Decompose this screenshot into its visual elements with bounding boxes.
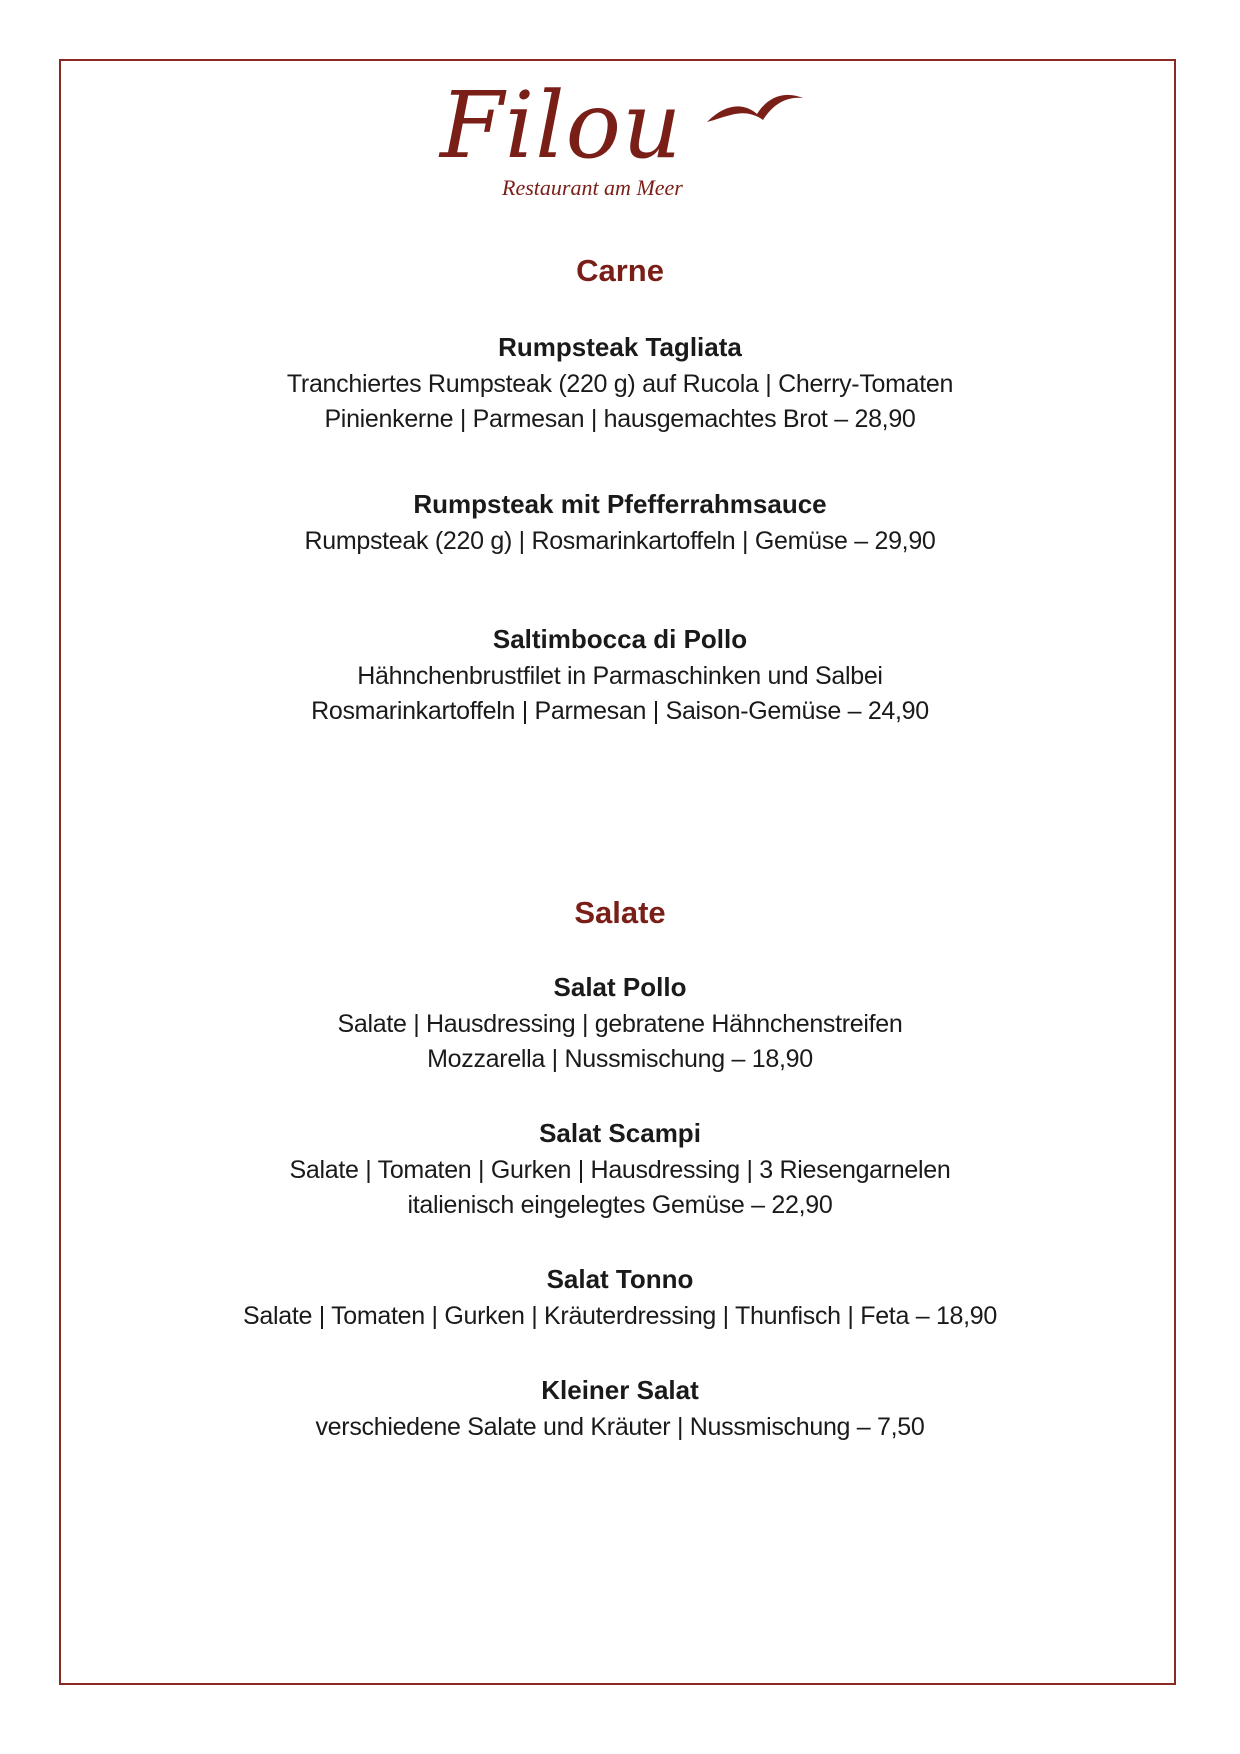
dish-description: verschiedene Salate und Kräuter | Nussmischung – 7,50 [315,1413,925,1441]
dish-name: Rumpsteak Tagliata [498,332,742,362]
menu-item [0,484,1240,559]
dish-description: Mozzarella | Nussmischung – 18,90 [427,1045,813,1073]
menu-item [0,327,1240,437]
dish-description: Tranchiertes Rumpsteak (220 g) auf Rucola | Cherry-Tomaten [286,370,954,398]
dish-name: Rumpsteak mit Pfefferrahmsauce [413,489,827,519]
logo-tagline: Restaurant am Meer [502,175,683,200]
dish-name: Salat Tonno [546,1264,694,1294]
dish-description: Hähnchenbrustfilet in Parmaschinken und Salbei [357,662,883,690]
dish-name: Kleiner Salat [541,1375,699,1405]
dish-description: Salate | Tomaten | Gurken | Hausdressing | 3 Riesengarnelen [289,1156,951,1184]
dish-name: Saltimbocca di Pollo [492,624,748,654]
menu-item [0,1113,1240,1223]
dish-name: Salat Scampi [539,1118,701,1148]
dish-description: Salate | Hausdressing | gebratene Hähnchenstreifen [337,1010,903,1038]
section-title-carne: Carne [576,253,664,288]
menu-item [0,967,1240,1077]
menu-item [0,619,1240,729]
logo-wordmark: Filou [440,72,683,179]
dish-description: Salate | Tomaten | Gurken | Kräuterdressing | Thunfisch | Feta – 18,90 [242,1302,998,1330]
menu-item [0,1259,1240,1334]
dish-description: Pinienkerne | Parmesan | hausgemachtes Brot – 28,90 [324,405,916,433]
section-title-salate: Salate [574,895,666,930]
dish-description: italienisch eingelegtes Gemüse – 22,90 [407,1191,833,1219]
seagull-icon [705,84,805,144]
menu-item [0,1370,1240,1445]
dish-description: Rosmarinkartoffeln | Parmesan | Saison-Gemüse – 24,90 [311,697,929,725]
dish-name: Salat Pollo [553,972,687,1002]
restaurant-logo [440,72,800,210]
dish-description: Rumpsteak (220 g) | Rosmarinkartoffeln | Gemüse – 29,90 [304,527,936,555]
